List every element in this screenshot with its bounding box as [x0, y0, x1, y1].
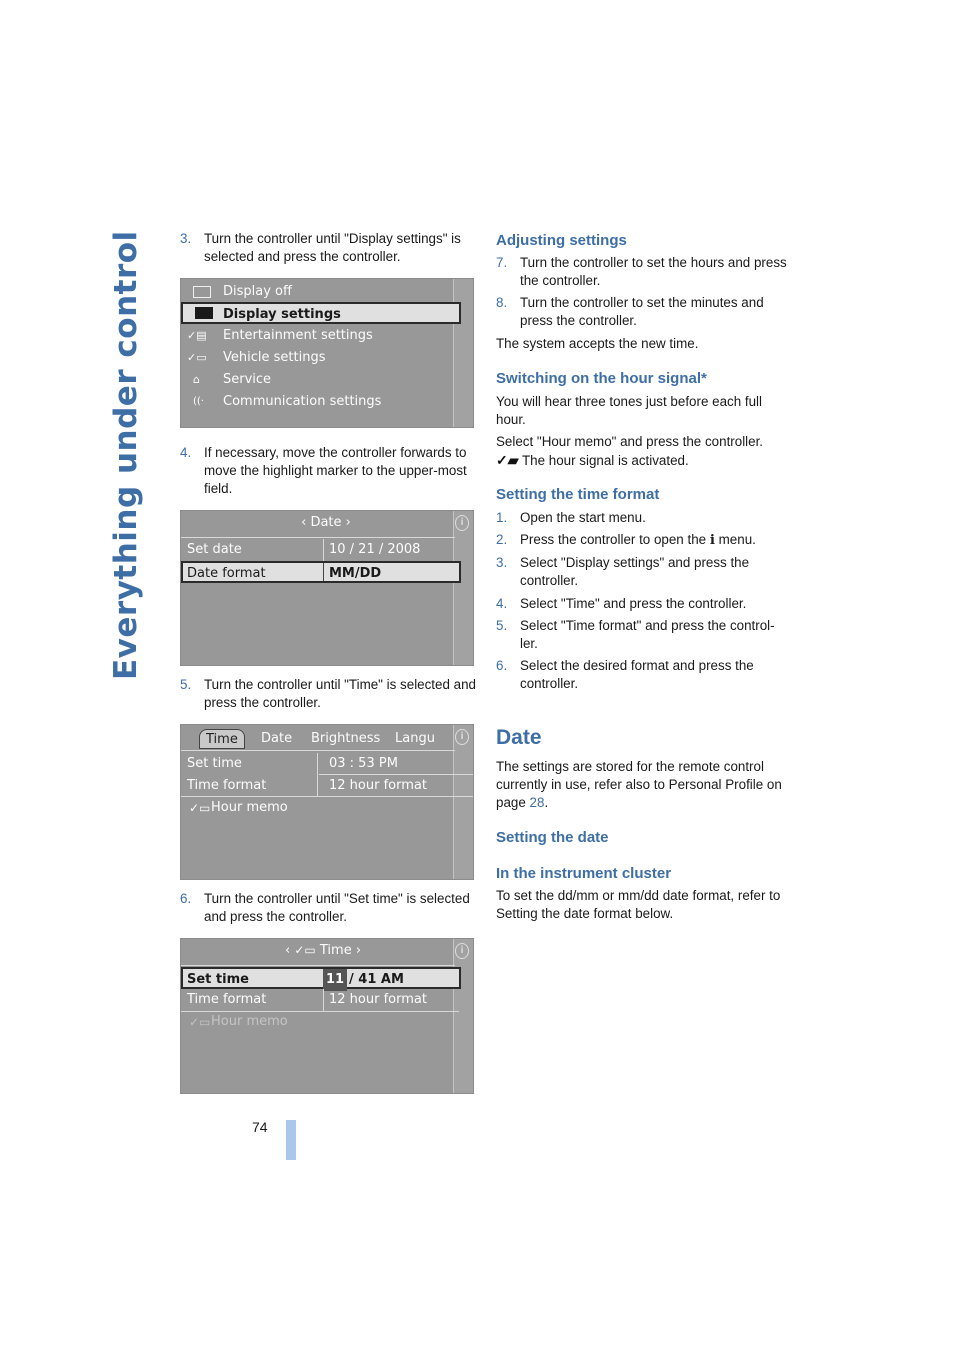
screen-settings-menu	[180, 278, 474, 428]
checkmark-icon: ✓▭	[294, 943, 316, 957]
paragraph-date: The settings are stored for the remote control currently in use, refer also to Personal Profile on page 28.	[496, 759, 782, 810]
divider	[181, 537, 455, 538]
screen-set-time	[180, 938, 474, 1094]
screen-date	[180, 510, 474, 666]
page-number: 74	[252, 1119, 268, 1135]
tf-step-3: 3. Select "Display settings" and press the controller.	[496, 555, 750, 588]
communication-icon: ((·	[193, 396, 204, 407]
row-set-time: Set time 03 : 53 PM	[181, 753, 471, 775]
checkmark-icon: ✓▭	[189, 1015, 211, 1029]
divider	[181, 965, 455, 966]
tab-time: Time	[199, 729, 245, 749]
row-date-format: Date format MM/DD	[181, 561, 461, 583]
info-icon: i	[455, 943, 469, 959]
step-8: 8. Turn the controller to set the minutes and press the controller.	[496, 295, 764, 328]
menu-item-service: ⌂ Service	[193, 372, 272, 387]
display-settings-icon	[195, 307, 213, 319]
tab-brightness: Brightness	[311, 731, 381, 746]
heading-hour-signal: Switching on the hour signal*	[496, 370, 707, 387]
menu-item-entertainment: ✓▤ Entertainment settings	[187, 328, 373, 343]
heading-instrument-cluster: In the instrument cluster	[496, 865, 672, 882]
info-icon: i	[455, 729, 469, 745]
paragraph-instrument: To set the dd/mm or mm/dd date format, refer to Setting the date format below.	[496, 888, 781, 921]
step-text: If necessary, move the controller forwards to move the highlight marker to the upper-most field.	[204, 445, 467, 496]
menu-item-vehicle: ✓▭ Vehicle settings	[187, 350, 326, 365]
screen-title-row: ‹ ✓▭ Time ›	[285, 943, 362, 958]
step-number: 4.	[180, 445, 192, 460]
hour-field: 11	[323, 969, 347, 991]
row-hour-memo: ✓▭ Hour memo	[181, 1011, 461, 1033]
tf-step-2: 2. Press the controller to open the i menu.	[496, 532, 756, 548]
paragraph-accepts: The system accepts the new time.	[496, 336, 699, 351]
row-time-format: Time format 12 hour format	[181, 989, 461, 1011]
tf-step-1: 1. Open the start menu.	[496, 510, 646, 525]
screen-time-tabs	[180, 724, 474, 880]
row-hour-memo: ✓▭ Hour memo	[181, 797, 471, 819]
info-icon: i	[709, 532, 715, 548]
step-text: Turn the controller until "Display settings" is selected and press the controller.	[204, 231, 461, 264]
vehicle-icon: ✓▭	[187, 351, 207, 364]
step-number: 3.	[180, 231, 192, 246]
step-5	[180, 676, 476, 712]
screen-title: ‹ Date ›	[301, 515, 351, 530]
display-off-icon	[193, 286, 211, 298]
page-link[interactable]: 28	[529, 795, 545, 810]
info-icon: i	[455, 515, 469, 531]
chapter-title: Everything under control	[108, 230, 144, 680]
heading-setting-date: Setting the date	[496, 829, 609, 846]
menu-item-display-settings: Display settings	[181, 302, 461, 324]
step-6	[180, 890, 476, 926]
page-marker-bar	[286, 1120, 296, 1160]
entertainment-icon: ✓▤	[187, 329, 207, 342]
checkmark-icon: ✓▰	[496, 452, 519, 468]
checkmark-icon: ✓▭	[189, 801, 211, 815]
step-3	[180, 230, 476, 266]
menu-item-communication: ((· Communication settings	[193, 394, 382, 409]
heading-adjusting-settings: Adjusting settings	[496, 232, 627, 249]
step-number: 5.	[180, 677, 192, 692]
tf-step-5: 5. Select "Time format" and press the control-ler.	[496, 618, 775, 651]
step-text: Turn the controller until "Time" is selected and press the controller.	[204, 677, 476, 710]
step-4	[180, 444, 476, 498]
divider	[181, 750, 455, 751]
row-time-format: Time format 12 hour format	[187, 778, 427, 793]
row-set-date: Set date 10 / 21 / 2008	[181, 539, 461, 561]
step-number: 6.	[180, 891, 192, 906]
tab-language: Langu	[395, 731, 435, 746]
service-car-icon: ⌂	[193, 373, 200, 386]
paragraph-hour-signal-2: Select "Hour memo" and press the controller. ✓▰ The hour signal is activated.	[496, 434, 764, 468]
heading-time-format: Setting the time format	[496, 486, 660, 503]
paragraph-hour-signal-1: You will hear three tones just before each full hour.	[496, 394, 762, 427]
step-text: Turn the controller until "Set time" is selected and press the controller.	[204, 891, 470, 924]
row-set-time: Set time 11 / 41 AM	[181, 967, 461, 989]
menu-item-display-off: Display off	[181, 281, 455, 303]
tab-date: Date	[261, 731, 293, 746]
tf-step-4: 4. Select "Time" and press the controller.	[496, 596, 747, 611]
tf-step-6: 6. Select the desired format and press the controller.	[496, 658, 754, 691]
step-7: 7. Turn the controller to set the hours and press the controller.	[496, 255, 787, 288]
scrollbar	[453, 511, 473, 665]
heading-date: Date	[496, 726, 542, 749]
